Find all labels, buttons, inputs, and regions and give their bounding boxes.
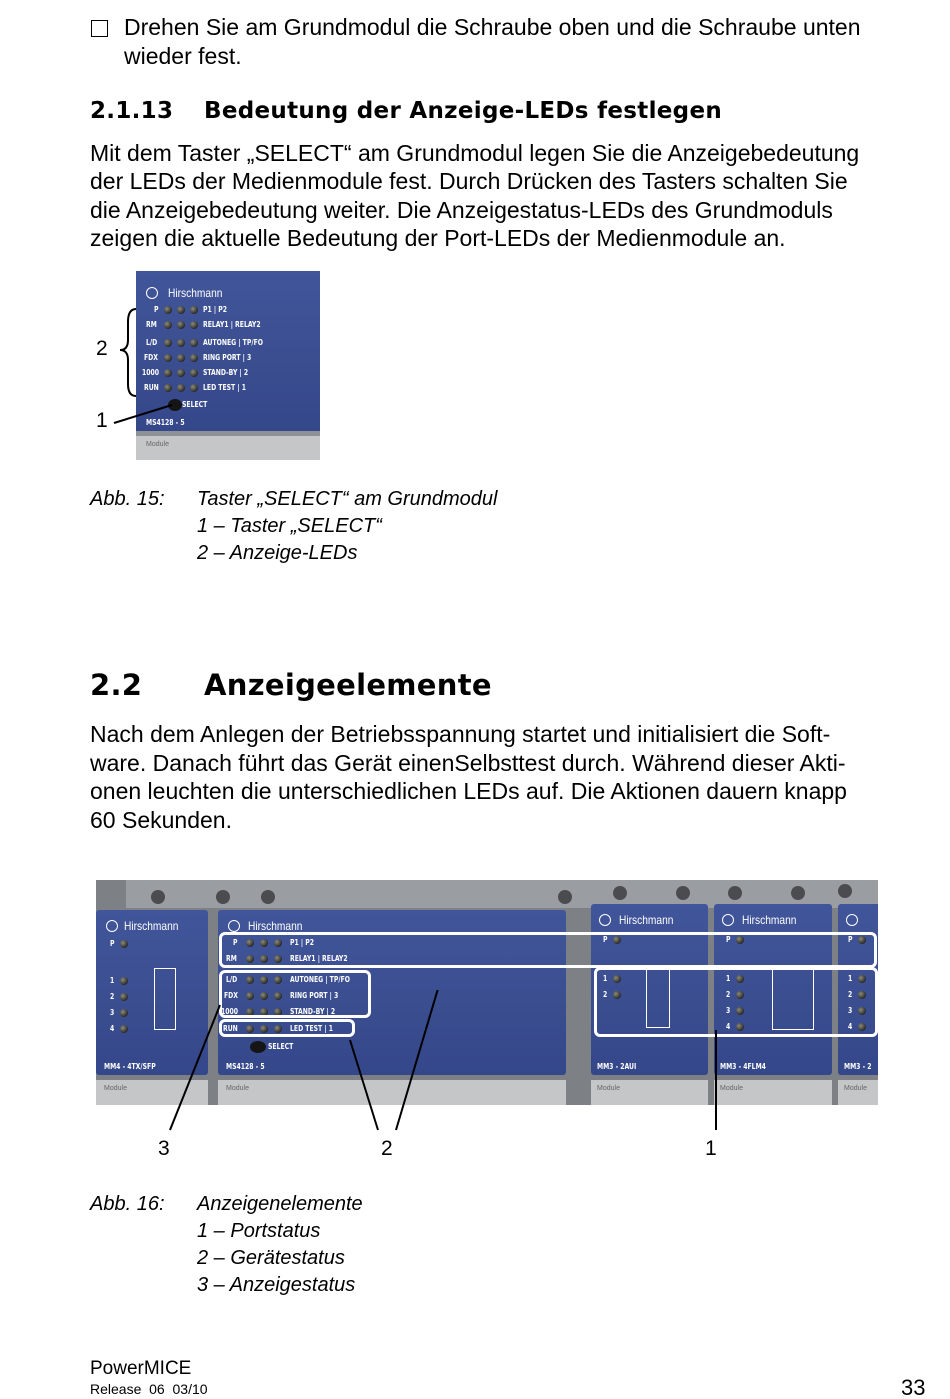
paragraph-line: 60 Sekunden.: [90, 807, 232, 833]
screw-icon: [261, 890, 275, 904]
led-row-label-left: 1000: [221, 1007, 239, 1016]
select-label: SELECT: [268, 1042, 294, 1051]
section-number: 2.2: [90, 668, 143, 702]
step-checkbox-icon: [91, 20, 108, 37]
led-icon: [120, 1025, 128, 1033]
section-number: 2.1.13: [90, 98, 174, 124]
hirschmann-logo-icon: [106, 920, 118, 932]
brand-label: Hirschmann: [619, 913, 674, 927]
led-row-label-right: P1 | P2: [290, 938, 314, 947]
model-label: MM4 - 4TX/SFP: [104, 1062, 156, 1071]
paragraph-line: zeigen die aktuelle Bedeutung der Port-LEDs der Medienmodule an.: [90, 225, 786, 251]
port-label: P: [603, 935, 608, 944]
screw-icon: [151, 890, 165, 904]
figure-15-caption-line: 2 – Anzeige-LEDs: [197, 542, 358, 564]
led-row-label-right: AUTONEG | TP/FO: [290, 975, 350, 984]
port-label: P: [110, 939, 115, 948]
led-row-label-right: RING PORT | 3: [203, 353, 252, 362]
led-row-label-left: L/D: [226, 975, 238, 984]
port-label: 4: [726, 1022, 731, 1031]
hirschmann-logo-icon: [146, 287, 158, 299]
screw-icon: [613, 886, 627, 900]
figure-16-caption-line: Anzeigenelemente: [197, 1193, 363, 1215]
module-label: Module: [104, 1085, 127, 1092]
module-label-strip: [838, 1080, 878, 1105]
section-title: Anzeigeelemente: [204, 668, 492, 702]
module-label: Module: [720, 1085, 743, 1092]
led-row-label-left: FDX: [144, 353, 158, 362]
callout-number: 2: [96, 337, 108, 360]
paragraph-line: die Anzeigebedeutung weiter. Die Anzeigestatus-LEDs des Grundmoduls: [90, 197, 833, 223]
module-label: Module: [844, 1085, 867, 1092]
led-row-label-right: STAND-BY | 2: [290, 1007, 336, 1016]
led-row-label-right: P1 | P2: [203, 305, 227, 314]
highlight-box-device-status-top: [219, 932, 877, 968]
port-label: 3: [110, 1008, 115, 1017]
led-row-label-right: RELAY1 | RELAY2: [290, 954, 348, 963]
led-row-label-right: LED TEST | 1: [290, 1024, 333, 1033]
figure-16-caption-label: Abb. 16:: [90, 1193, 165, 1215]
led-icon: [120, 940, 128, 948]
paragraph-line: ware. Danach führt das Gerät einenSelbsttest durch. Während dieser Akti-: [90, 750, 846, 776]
paragraph-line: onen leuchten die unterschiedlichen LEDs auf. Die Aktionen dauern knapp: [90, 778, 847, 804]
paragraph-line: der LEDs der Medienmodule fest. Durch Drücken des Tasters schalten Sie: [90, 168, 848, 194]
port-label: 4: [848, 1022, 853, 1031]
led-row-label-left: 1000: [142, 368, 160, 377]
led-row-label-left: RM: [226, 954, 237, 963]
port-label: 2: [726, 990, 731, 999]
port-label: 2: [110, 992, 115, 1001]
led-icon: [120, 1009, 128, 1017]
brand-label: Hirschmann: [742, 913, 797, 927]
led-row-label-right: STAND-BY | 2: [203, 368, 249, 377]
port-label: P: [726, 935, 731, 944]
port-label: 2: [603, 990, 608, 999]
hirschmann-logo-icon: [846, 914, 858, 926]
module-label: Module: [146, 441, 169, 448]
model-label: MS4128 - 5: [226, 1062, 265, 1071]
figure-15-caption-line: Taster „SELECT“ am Grundmodul: [197, 488, 498, 510]
port-label: 3: [726, 1006, 731, 1015]
brand-label: Hirschmann: [124, 919, 179, 933]
figure-16-callout-lines: [150, 990, 750, 1135]
module-label-strip: [136, 436, 320, 460]
select-label: SELECT: [182, 400, 208, 409]
led-row-label-left: L/D: [146, 338, 158, 347]
port-label: 1: [110, 976, 115, 985]
port-label: 2: [848, 990, 853, 999]
figure-15-callout-lines: [100, 300, 220, 430]
hirschmann-logo-icon: [599, 914, 611, 926]
port-label: 3: [848, 1006, 853, 1015]
screw-icon: [838, 884, 852, 898]
model-label: MM3 - 2: [844, 1062, 872, 1071]
led-row-label-left: FDX: [224, 991, 238, 1000]
footer-release: Release 06 03/10: [90, 1381, 208, 1397]
callout-number: 3: [158, 1137, 170, 1160]
screw-icon: [728, 886, 742, 900]
callout-number: 1: [96, 409, 108, 432]
led-icon: [120, 977, 128, 985]
hirschmann-logo-icon: [228, 920, 240, 932]
figure-16-caption-line: 1 – Portstatus: [197, 1220, 321, 1242]
port-label: 1: [726, 974, 731, 983]
led-row-label-left: RUN: [144, 383, 159, 392]
screw-icon: [216, 890, 230, 904]
port-label: 1: [848, 974, 853, 983]
port-label: 4: [110, 1024, 115, 1033]
model-label: MS4128 - 5: [146, 418, 185, 427]
brand-label: Hirschmann: [168, 286, 223, 300]
screw-icon: [558, 890, 572, 904]
model-label: MM3 - 4FLM4: [720, 1062, 766, 1071]
footer-product-title: PowerMICE: [90, 1358, 192, 1379]
module-label: Module: [597, 1085, 620, 1092]
paragraph-line: Nach dem Anlegen der Betriebsspannung startet und initialisiert die Soft-: [90, 721, 831, 747]
step-text-line-2: wieder fest.: [124, 43, 242, 69]
figure-16-caption-line: 3 – Anzeigestatus: [197, 1274, 356, 1296]
section-title: Bedeutung der Anzeige-LEDs festlegen: [204, 98, 723, 124]
hirschmann-logo-icon: [722, 914, 734, 926]
figure-15-caption-line: 1 – Taster „SELECT“: [197, 515, 382, 537]
callout-number: 1: [705, 1137, 717, 1160]
led-row-label-right: RING PORT | 3: [290, 991, 339, 1000]
port-label: P: [848, 935, 853, 944]
led-row-label-left: P: [154, 305, 159, 314]
led-row-label-left: RM: [146, 320, 157, 329]
brand-label: Hirschmann: [248, 919, 303, 933]
led-row-label-right: RELAY1 | RELAY2: [203, 320, 261, 329]
paragraph-line: Mit dem Taster „SELECT“ am Grundmodul legen Sie die Anzeigebedeutung: [90, 140, 860, 166]
led-icon: [120, 993, 128, 1001]
figure-15-caption-label: Abb. 15:: [90, 488, 165, 510]
step-text-line-1: Drehen Sie am Grundmodul die Schraube oben und die Schraube unten: [124, 14, 861, 40]
port-label: 1: [603, 974, 608, 983]
led-row-label-left: P: [233, 938, 238, 947]
module-label: Module: [226, 1085, 249, 1092]
page-number: 33: [901, 1375, 926, 1399]
figure-16-caption-line: 2 – Gerätestatus: [197, 1247, 345, 1269]
led-row-label-right: LED TEST | 1: [203, 383, 246, 392]
led-row-label-left: RUN: [223, 1024, 238, 1033]
led-row-label-right: AUTONEG | TP/FO: [203, 338, 263, 347]
callout-number: 2: [381, 1137, 393, 1160]
screw-icon: [676, 886, 690, 900]
screw-icon: [791, 886, 805, 900]
model-label: MM3 - 2AUI: [597, 1062, 637, 1071]
